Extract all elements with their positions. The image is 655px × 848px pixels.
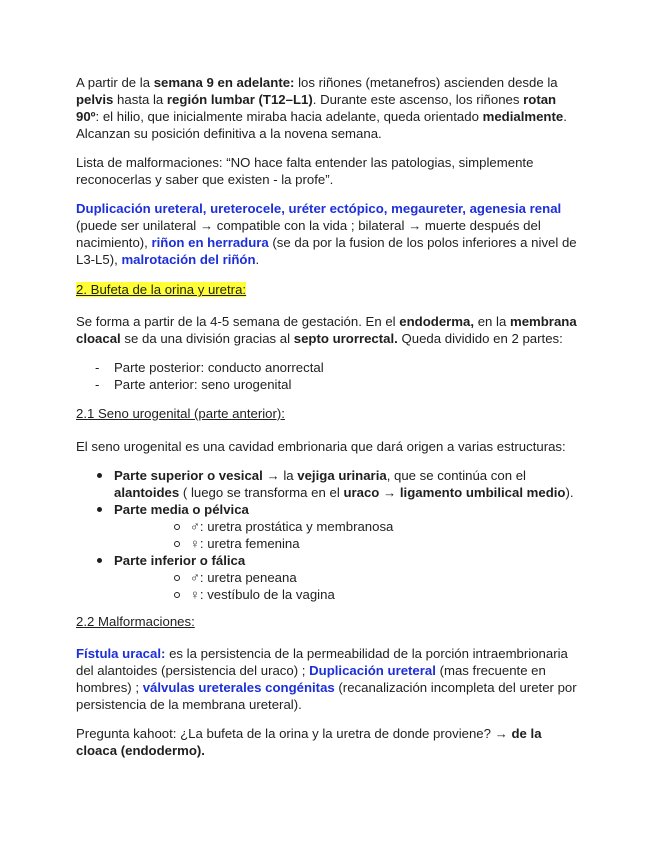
sublist	[114, 569, 581, 603]
paragraph-kahoot-question: Pregunta kahoot: ¿La bufeta de la orina y la uretra de donde proviene? → de la cloaca (endodermo).	[76, 726, 542, 758]
urogenital-structures-list	[76, 467, 581, 603]
list-item: Parte media o pélvica ♂: uretra prostática y membranosa ♀: uretra femenina	[76, 501, 581, 552]
bullet-icon	[97, 507, 102, 512]
list-item: - Parte anterior: seno urogenital	[76, 376, 581, 393]
sublist	[114, 518, 581, 552]
circle-bullet-icon	[174, 524, 180, 530]
parts-list	[76, 359, 581, 393]
list-item: ♂: uretra prostática y membranosa	[114, 518, 581, 535]
subheading-urogenital-sinus: 2.1 Seno urogenital (parte anterior):	[76, 406, 285, 421]
paragraph-malformation-list-intro: Lista de malformaciones: “NO hace falta entender las patologias, simplemente reconocerlas y saber que existen - la profe”.	[76, 155, 534, 187]
list-item: - Parte posterior: conducto anorrectal	[76, 359, 581, 376]
paragraph-kidney-ascent: A partir de la semana 9 en adelante: los riñones (metanefros) ascienden desde la pelvis hasta la región lumbar (T12–L1). Durante este ascenso, los riñones rotan 90º: el hilio, que inicialmente miraba hacia adelante, queda orientado medialmente. Alcanzan su posición definitiva a la novena semana.	[76, 75, 567, 141]
bullet-icon	[97, 558, 102, 563]
document-body	[76, 74, 581, 759]
bullet-icon	[97, 473, 102, 478]
paragraph-bladder-malformations: Fístula uracal: es la persistencia de la permeabilidad de la porción intraembrionaria del alantoides (persistencia del uraco) ; Duplicación ureteral (mas frecuente en hombres) ; válvulas ureterales congénitas (recanalización incompleta del ureter por persistencia de la membrana ureteral).	[76, 646, 577, 712]
subheading-malformations: 2.2 Malformaciones:	[76, 614, 195, 629]
paragraph-cloaca-division: Se forma a partir de la 4-5 semana de gestación. En el endoderma, en la membrana cloacal se da una división gracias al septo urorrectal. Queda dividido en 2 partes:	[76, 314, 577, 346]
list-item: ♀: uretra femenina	[114, 535, 581, 552]
list-item: ♀: vestíbulo de la vagina	[114, 586, 581, 603]
list-item: ♂: uretra peneana	[114, 569, 581, 586]
circle-bullet-icon	[174, 575, 180, 581]
circle-bullet-icon	[174, 592, 180, 598]
list-item: Parte inferior o fálica ♂: uretra peneana ♀: vestíbulo de la vagina	[76, 552, 581, 603]
paragraph-urogenital-sinus: El seno urogenital es una cavidad embrionaria que dará origen a varias estructuras:	[76, 439, 566, 454]
section-heading-bladder: 2. Bufeta de la orina y uretra:	[76, 282, 247, 297]
paragraph-renal-malformations: Duplicación ureteral, ureterocele, uréter ectópico, megaureter, agenesia renal (puede ser unilateral → compatible con la vida ; bilateral → muerte después del nacimiento), riñon en herradura (se da por la fusion de los polos inferiores a nivel de L3-L5), malrotación del riñón.	[76, 201, 577, 267]
list-item: Parte superior o vesical → la vejiga urinaria, que se continúa con el alantoides ( luego se transforma en el uraco → ligamento umbilical medio).	[76, 467, 581, 501]
circle-bullet-icon	[174, 541, 180, 547]
